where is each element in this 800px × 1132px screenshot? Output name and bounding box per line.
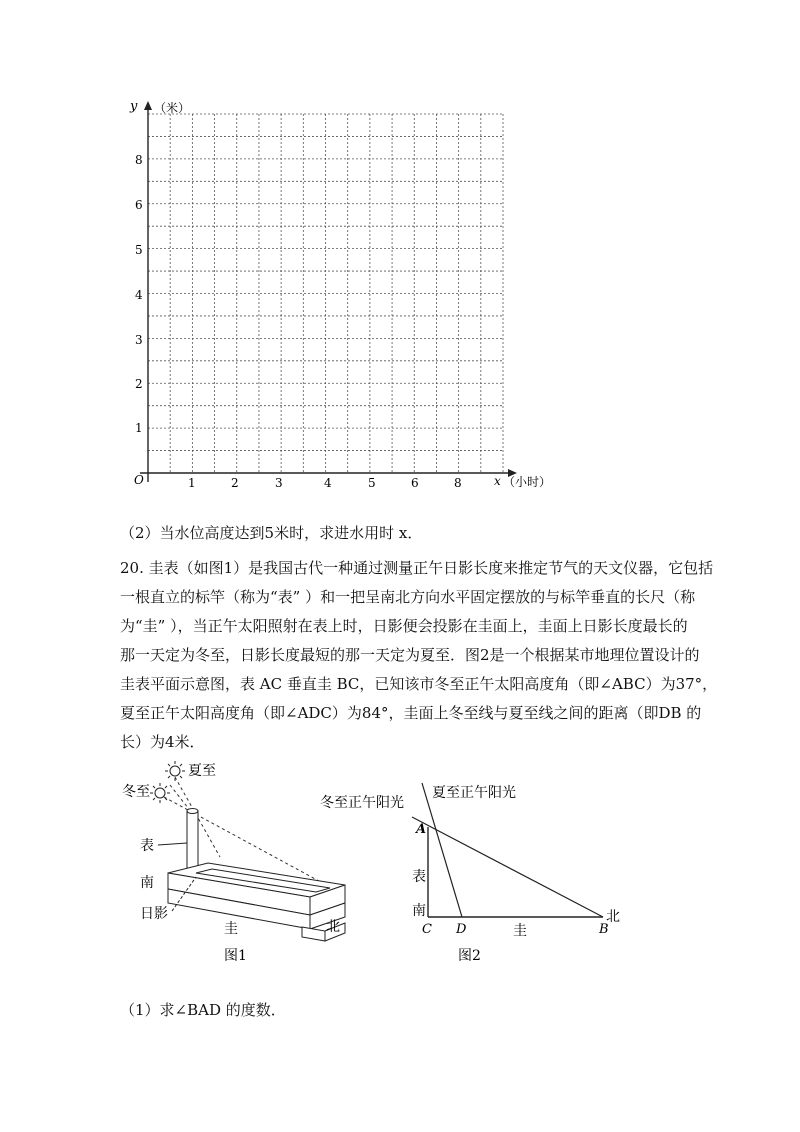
problem-line: 长）为4米． xyxy=(120,733,205,751)
y-tick-5: 5 xyxy=(135,243,143,257)
gui-label: 圭 xyxy=(224,921,238,937)
y-axis-unit: （米） xyxy=(154,101,191,115)
south-label: 南 xyxy=(412,903,426,919)
biao-leader xyxy=(158,843,187,845)
x-tick-4: 4 xyxy=(324,476,332,490)
y-tick-2: 2 xyxy=(135,377,143,391)
y-tick-4: 4 xyxy=(135,288,143,302)
grid-lines xyxy=(148,114,503,473)
problem-line: 圭表平面示意图，表 AC 垂直圭 BC，已知该市冬至正午太阳高度角（即∠ABC）为37°， xyxy=(120,675,718,693)
winter-label: 冬至 xyxy=(122,784,150,800)
problem-line: 那一天定为冬至，日影长度最短的那一天定为夏至．图2是一个根据某市地理位置设计的 xyxy=(120,646,700,664)
north-label: 北 xyxy=(606,909,620,925)
north-label: 北 xyxy=(326,919,340,935)
y-axis-arrow xyxy=(144,101,152,110)
figure-2-diagram xyxy=(318,775,638,970)
coordinate-grid xyxy=(110,90,570,500)
x-tick-1: 1 xyxy=(188,476,196,490)
figure-1-caption: 图1 xyxy=(224,948,247,964)
problem-line: 为“圭” ），当正午太阳照射在表上时，日影便会投影在圭面上，圭面上日影长度最长的 xyxy=(120,617,688,635)
question-1: （1）求∠BAD 的度数． xyxy=(120,1001,286,1019)
y-tick-8: 8 xyxy=(135,153,143,167)
origin-label: O xyxy=(134,473,144,487)
y-tick-3: 3 xyxy=(135,333,143,347)
winter-sun-icon xyxy=(150,783,170,803)
x-tick-5: 5 xyxy=(368,476,376,490)
summer-sun-label: 夏至正午阳光 xyxy=(432,785,516,801)
point-A: A xyxy=(416,822,427,837)
problem-line: 20. 圭表（如图1）是我国古代一种通过测量正午日影长度来推定节气的天文仪器，它包括 xyxy=(120,559,714,577)
y-tick-6: 6 xyxy=(135,198,143,212)
biao-label: 表 xyxy=(140,838,154,854)
shadow-label: 日影 xyxy=(140,906,168,922)
x-axis-label: x xyxy=(494,474,501,488)
y-axis-label: y xyxy=(130,99,138,114)
x-tick-labels xyxy=(188,476,462,490)
winter-sun-label: 冬至正午阳光 xyxy=(320,795,404,811)
x-axis-unit: （小时） xyxy=(503,475,552,489)
x-tick-3: 3 xyxy=(275,476,283,490)
south-label: 南 xyxy=(140,875,154,891)
winter-ray-AB xyxy=(412,817,603,917)
gui-label: 圭 xyxy=(513,923,527,939)
point-D: D xyxy=(456,922,467,937)
summer-label: 夏至 xyxy=(188,763,216,779)
x-tick-8: 8 xyxy=(454,476,462,490)
point-C: C xyxy=(422,922,432,937)
question-2: （2）当水位高度达到5米时，求进水用时 x． xyxy=(120,524,423,542)
biao-label: 表 xyxy=(412,869,426,885)
pole-top xyxy=(187,809,198,814)
x-tick-2: 2 xyxy=(231,476,239,490)
problem-line: 夏至正午太阳高度角（即∠ADC）为84°，圭面上冬至线与夏至线之间的距离（即DB 的 xyxy=(120,704,702,722)
figure-2-caption: 图2 xyxy=(458,948,481,964)
y-tick-1: 1 xyxy=(135,421,143,435)
y-tick-labels xyxy=(135,153,143,435)
point-B: B xyxy=(599,922,609,937)
problem-20-text xyxy=(120,554,718,757)
problem-line: 一根直立的标竿（称为“表” ）和一把呈南北方向水平固定摆放的与标竿垂直的长尺（称 xyxy=(120,588,696,606)
x-tick-6: 6 xyxy=(411,476,419,490)
